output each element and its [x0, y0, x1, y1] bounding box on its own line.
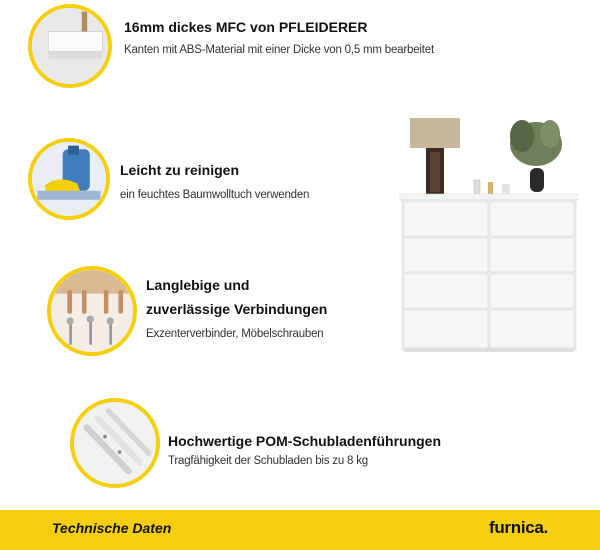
- drawer-slides-icon: [70, 398, 160, 488]
- feature-subtitle-slides: Tragfähigkeit der Schubladen bis zu 8 kg: [168, 455, 368, 467]
- footer-bar: [0, 510, 600, 550]
- feature-title-mfc: 16mm dickes MFC von PFLEIDERER: [124, 19, 368, 35]
- dresser-image: [392, 110, 592, 360]
- mfc-board-icon: [28, 4, 112, 88]
- brand-logo: furnica.: [488, 518, 548, 537]
- cleaning-icon: [28, 138, 110, 220]
- feature-subtitle-connectors: Exzenterverbinder, Möbelschrauben: [146, 328, 324, 340]
- feature-subtitle-cleaning: ein feuchtes Baumwolltuch verwenden: [120, 189, 310, 201]
- technical-data-label: Technische Daten: [52, 520, 172, 536]
- connectors-icon: [47, 266, 137, 356]
- feature-title-slides: Hochwertige POM-Schubladenführungen: [168, 433, 442, 449]
- feature-title-connectors-line2: zuverlässige Verbindungen: [146, 301, 328, 317]
- feature-subtitle-mfc: Kanten mit ABS-Material mit einer Dicke von 0,5 mm bearbeitet: [124, 44, 434, 56]
- feature-title-cleaning: Leicht zu reinigen: [120, 162, 240, 178]
- feature-title-connectors-line1: Langlebige und: [146, 277, 250, 293]
